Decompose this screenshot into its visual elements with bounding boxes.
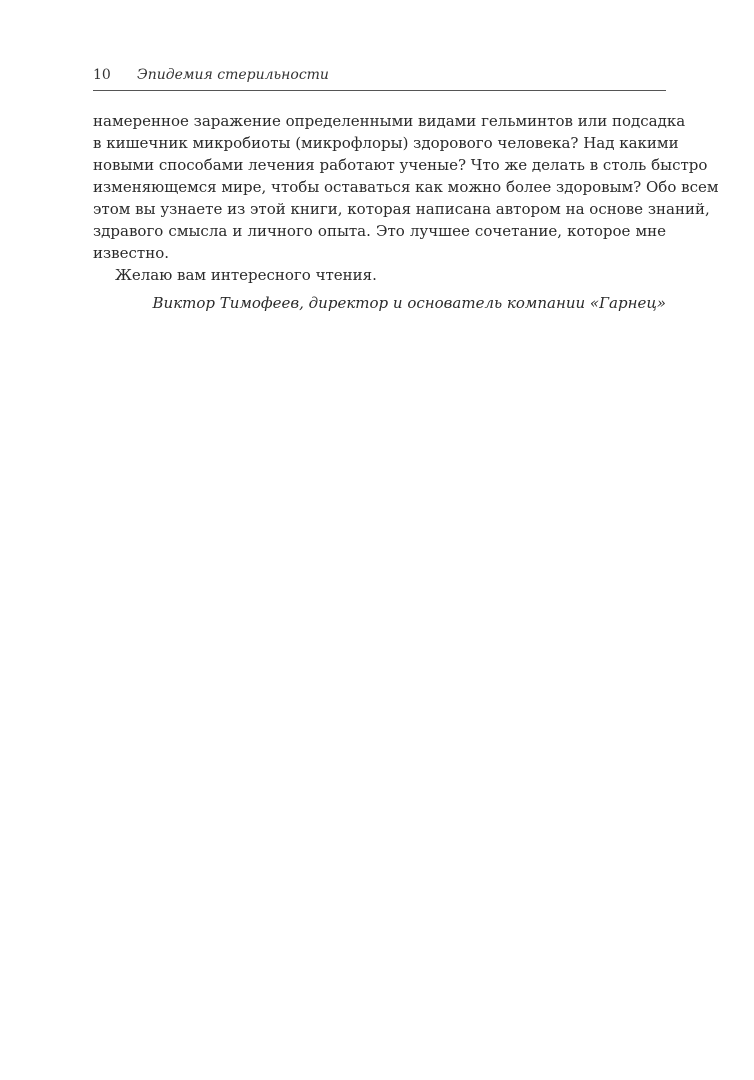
text-line: намеренное заражение определенными видами гельминтов или подсадка [93,112,686,130]
running-title: Эпидемия стерильности [137,67,329,83]
text-line: в кишечник микробиоты (микрофлоры) здорового человека? Над какими [93,134,679,152]
body-text [93,110,719,286]
signature: Виктор Тимофеев, директор и основатель компании «Гарнец» [152,294,666,312]
running-head [93,64,666,86]
text-line: здравого смысла и личного опыта. Это лучшее сочетание, которое мне [93,222,666,240]
text-line: известно. [93,244,169,262]
text-line: этом вы узнаете из этой книги, которая написана автором на основе знаний, [93,200,710,218]
text-line: изменяющемся мире, чтобы оставаться как можно более здоровым? Обо всем [93,178,719,196]
text-line: Желаю вам интересного чтения. [115,266,377,284]
page-number: 10 [93,67,111,83]
header-rule [93,90,666,91]
text-line: новыми способами лечения работают ученые? Что же делать в столь быстро [93,156,708,174]
